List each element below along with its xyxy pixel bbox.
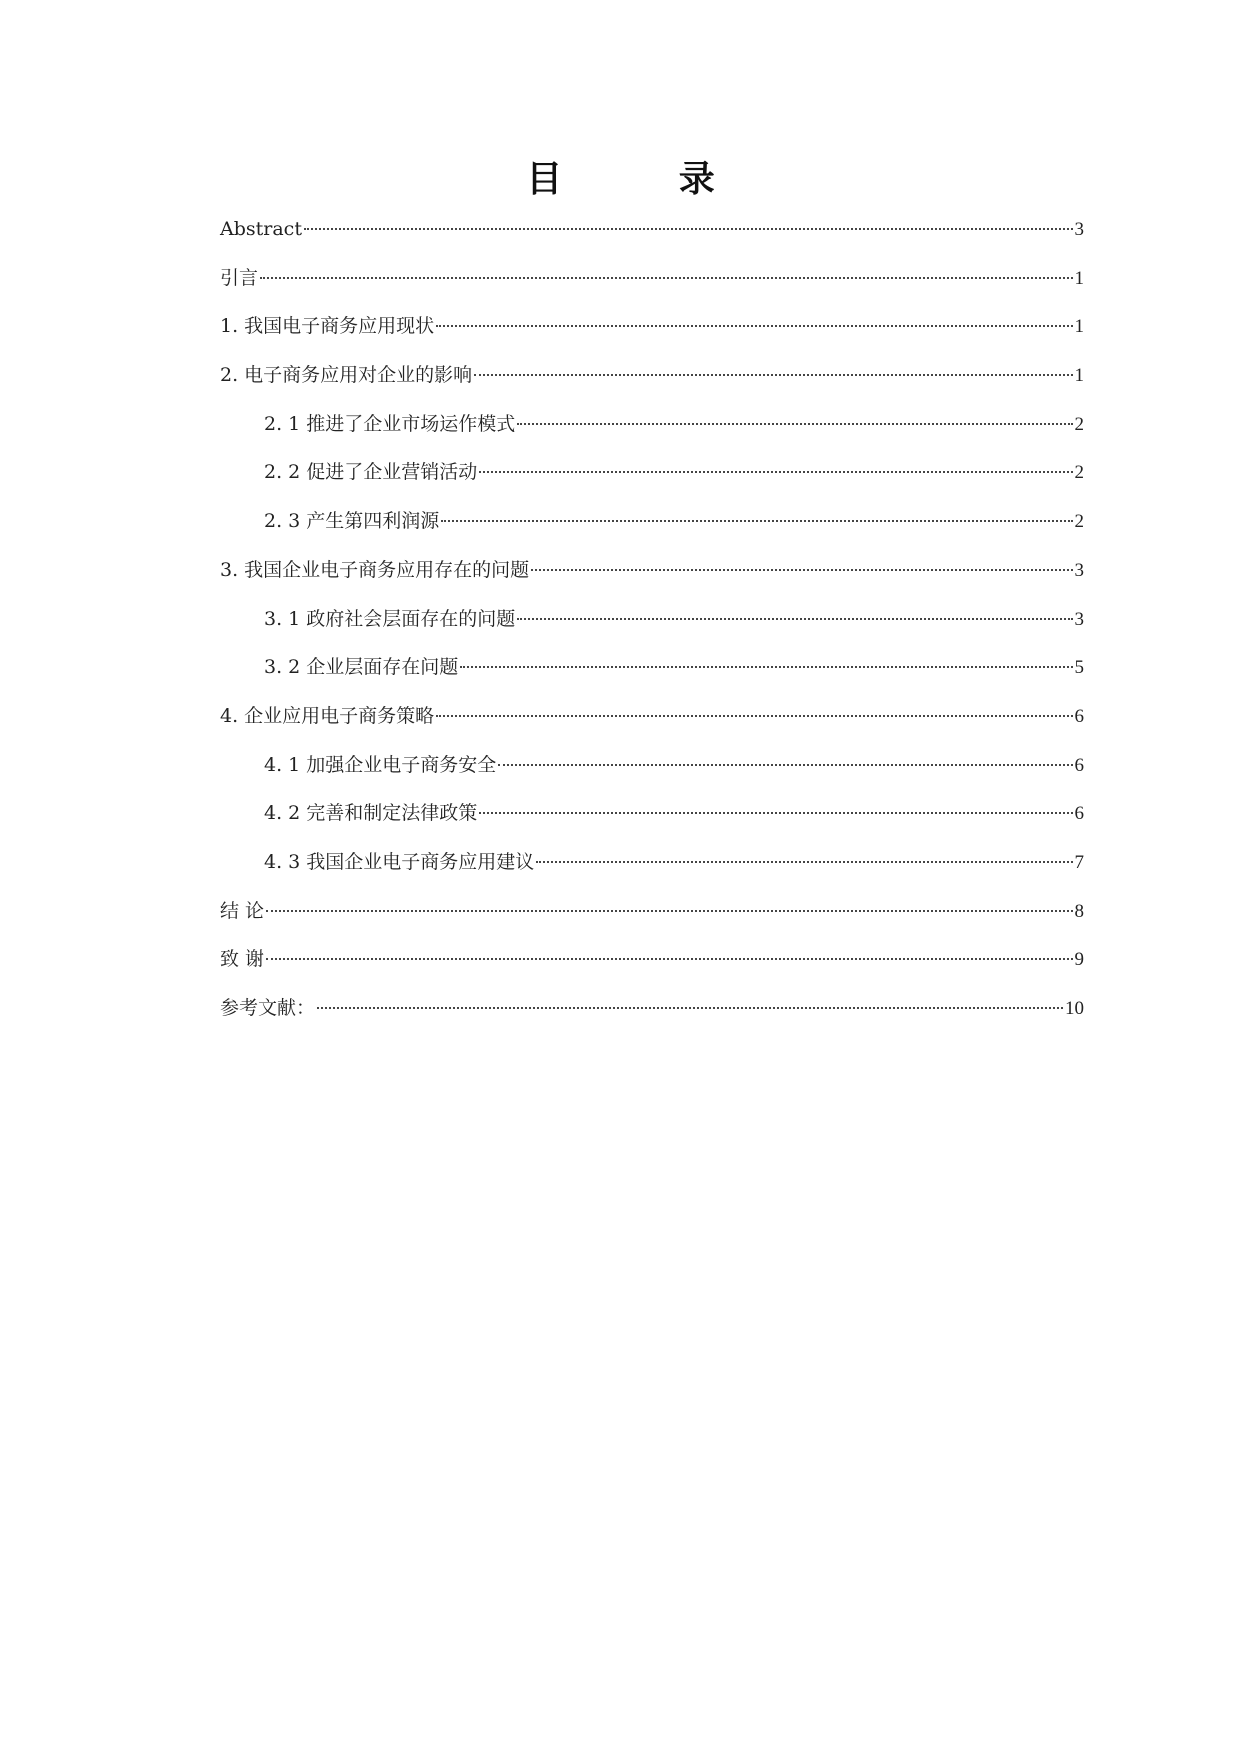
toc-subentry[interactable]	[220, 752, 1084, 801]
toc-entry-label: 3. 2 企业层面存在问题	[264, 656, 459, 679]
toc-entry-label: 4. 1 加强企业电子商务安全	[264, 753, 497, 776]
toc-page-number: 5	[1074, 657, 1084, 679]
toc-entry[interactable]	[220, 362, 1084, 411]
toc-page-number: 1	[1074, 365, 1084, 387]
toc-entry[interactable]	[220, 216, 1084, 265]
toc-page-number: 1	[1074, 316, 1084, 338]
toc-subentry[interactable]	[220, 849, 1084, 898]
toc-entry-label: Abstract	[220, 218, 302, 240]
toc-leader	[317, 1007, 1063, 1009]
toc-leader	[441, 520, 1072, 522]
toc-leader	[436, 325, 1072, 327]
toc-page-number: 2	[1074, 413, 1084, 435]
toc-subentry[interactable]	[220, 654, 1084, 703]
page-title: 目 录	[526, 159, 767, 200]
toc-entry-label: 1. 我国电子商务应用现状	[220, 315, 435, 338]
toc-leader	[474, 374, 1072, 376]
toc-leader	[260, 277, 1072, 279]
toc-leader	[266, 910, 1072, 912]
toc-entry-label: 2. 2 促进了企业营销活动	[264, 461, 478, 484]
toc-page-number: 3	[1074, 608, 1084, 630]
toc-entry-label: 致 谢	[220, 948, 265, 971]
toc-leader	[479, 471, 1072, 473]
toc-page-number: 8	[1074, 900, 1084, 922]
toc-page-number: 10	[1065, 998, 1084, 1019]
toc-subentry[interactable]	[220, 606, 1084, 655]
toc-entry-label: 4. 3 我国企业电子商务应用建议	[264, 850, 535, 873]
toc-leader	[436, 715, 1072, 717]
toc-entry[interactable]	[220, 703, 1084, 752]
toc-page-number: 6	[1074, 705, 1084, 727]
toc-entry-label: 3. 我国企业电子商务应用存在的问题	[220, 558, 530, 581]
toc-leader	[531, 569, 1072, 571]
toc-entry[interactable]	[220, 946, 1084, 995]
toc-subentry[interactable]	[220, 459, 1084, 508]
toc-page-number: 1	[1074, 267, 1084, 289]
toc-page-number: 9	[1074, 949, 1084, 971]
toc-entry[interactable]	[220, 898, 1084, 947]
toc-leader	[304, 228, 1073, 230]
toc-page-number: 2	[1074, 462, 1084, 484]
toc-entry[interactable]	[220, 557, 1084, 606]
toc-leader	[536, 861, 1072, 863]
toc-leader	[517, 423, 1072, 425]
toc-subentry[interactable]	[220, 411, 1084, 460]
toc-subentry[interactable]	[220, 800, 1084, 849]
toc-entry-label: 4. 2 完善和制定法律政策	[264, 802, 478, 825]
toc-page-number: 6	[1074, 803, 1084, 825]
toc-page-number: 2	[1074, 511, 1084, 533]
toc-entry-label: 引言	[220, 266, 259, 289]
toc-entry-label: 参考文献：	[220, 997, 316, 1019]
toc-entry-label: 2. 电子商务应用对企业的影响	[220, 364, 473, 387]
toc-entry[interactable]	[220, 313, 1084, 362]
table-of-contents	[220, 216, 1084, 1044]
toc-entry[interactable]	[220, 995, 1084, 1044]
toc-page-number: 6	[1074, 754, 1084, 776]
toc-entry-label: 2. 3 产生第四利润源	[264, 510, 440, 533]
toc-page-number: 7	[1074, 851, 1084, 873]
toc-leader	[517, 618, 1072, 620]
toc-page-number: 3	[1074, 219, 1084, 240]
toc-subentry[interactable]	[220, 508, 1084, 557]
toc-entry-label: 2. 1 推进了企业市场运作模式	[264, 412, 516, 435]
toc-entry-label: 3. 1 政府社会层面存在的问题	[264, 607, 516, 630]
toc-leader	[479, 812, 1072, 814]
toc-entry-label: 结 论	[220, 899, 265, 922]
toc-entry[interactable]	[220, 265, 1084, 314]
toc-leader	[498, 764, 1072, 766]
toc-page-number: 3	[1074, 559, 1084, 581]
toc-entry-label: 4. 企业应用电子商务策略	[220, 704, 435, 727]
toc-leader	[460, 666, 1072, 668]
toc-leader	[266, 958, 1072, 960]
